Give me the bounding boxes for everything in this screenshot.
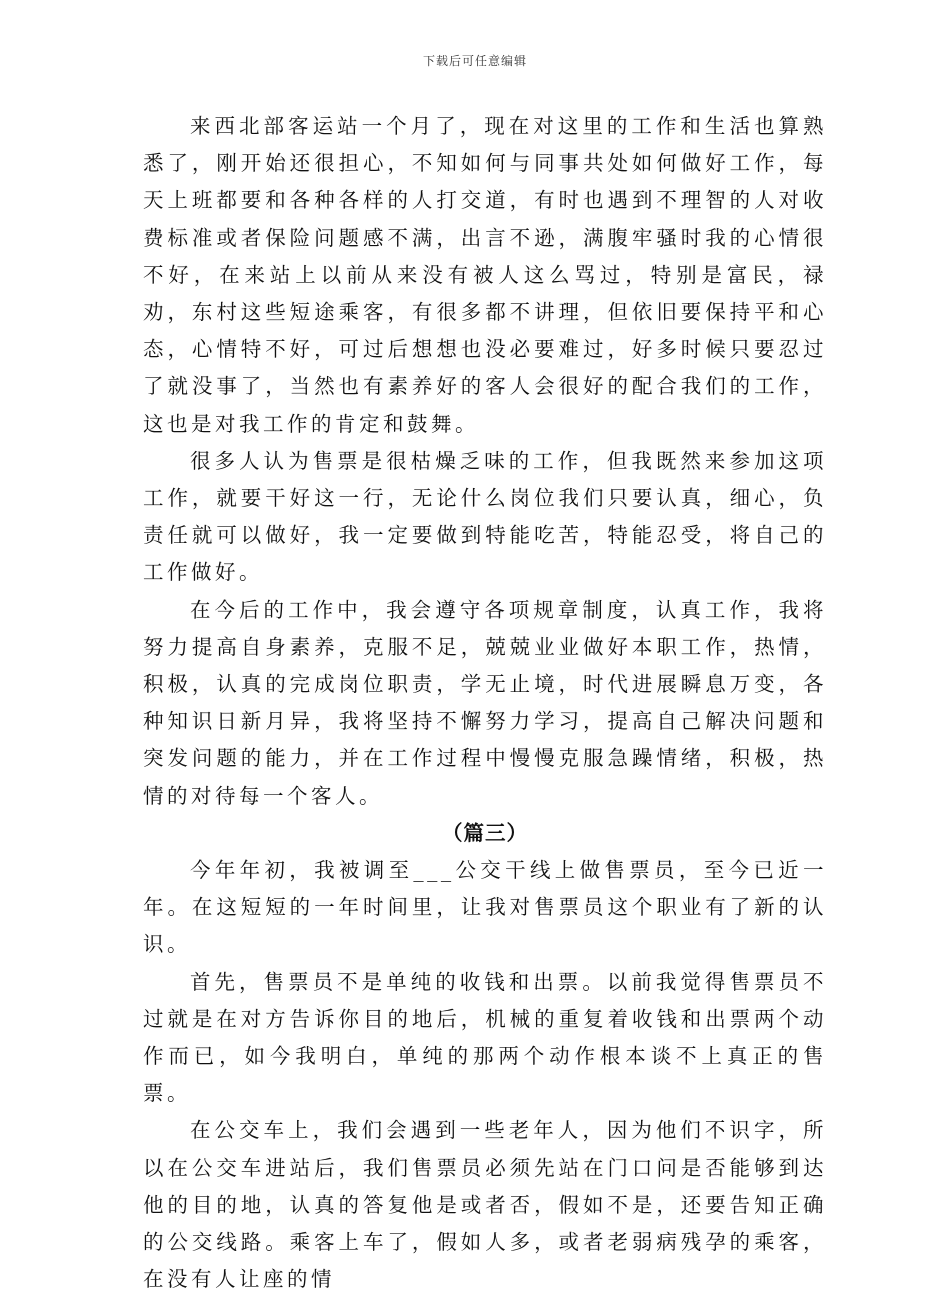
section-title: （篇三） [442, 820, 528, 845]
paragraph: 很多人认为售票是很枯燥乏味的工作，但我既然来参加这项工作，就要干好这一行，无论什么岗位我们只要认真，细心，负责任就可以做好，我一定要做到特能吃苦，特能忍受，将自己的工作做好。 [143, 448, 827, 585]
page-header-note: 下载后可任意编辑 [422, 54, 527, 68]
paragraph: 来西北部客运站一个月了，现在对这里的工作和生活也算熟悉了，刚开始还很担心，不知如何与同事共处如何做好工作，每天上班都要和各种各样的人打交道，有时也遇到不理智的人对收费标准或者保险问题感不满，出言不逊，满腹牢骚时我的心情很不好，在来站上以前从来没有被人这么骂过，特别是富民，禄劝，东村这些短途乘客，有很多都不讲理，但依旧要保持平和心态，心情特不好，可过后想想也没必要难过，好多时候只要忍过了就没事了，当然也有素养好的客人会很好的配合我们的工作，这也是对我工作的肯定和鼓舞。 [143, 114, 827, 436]
paragraph: 在今后的工作中，我会遵守各项规章制度，认真工作，我将努力提高自身素养，克服不足，兢兢业业做好本职工作，热情，积极，认真的完成岗位职责，学无止境，时代进展瞬息万变，各种知识日新月异，我将坚持不懈努力学习，提高自己解决问题和突发问题的能力，并在工作过程中慢慢克服急躁情绪，积极，热情的对待每一个客人。 [143, 597, 827, 808]
paragraph: 今年年初，我被调至___公交干线上做售票员，至今已近一年。在这短短的一年时间里，让我对售票员这个职业有了新的认识。 [143, 858, 827, 957]
paragraph: 在公交车上，我们会遇到一些老年人，因为他们不识字，所以在公交车进站后，我们售票员必须先站在门口问是否能够到达他的目的地，认真的答复他是或者否，假如不是，还要告知正确的公交线路。乘客上车了，假如人多，或者老弱病残孕的乘客，在没有人让座的情 [143, 1118, 827, 1292]
paragraph: 首先，售票员不是单纯的收钱和出票。以前我觉得售票员不过就是在对方告诉你目的地后，机械的重复着收钱和出票两个动作而已，如今我明白，单纯的那两个动作根本谈不上真正的售票。 [143, 969, 827, 1106]
document-body [143, 108, 827, 1299]
